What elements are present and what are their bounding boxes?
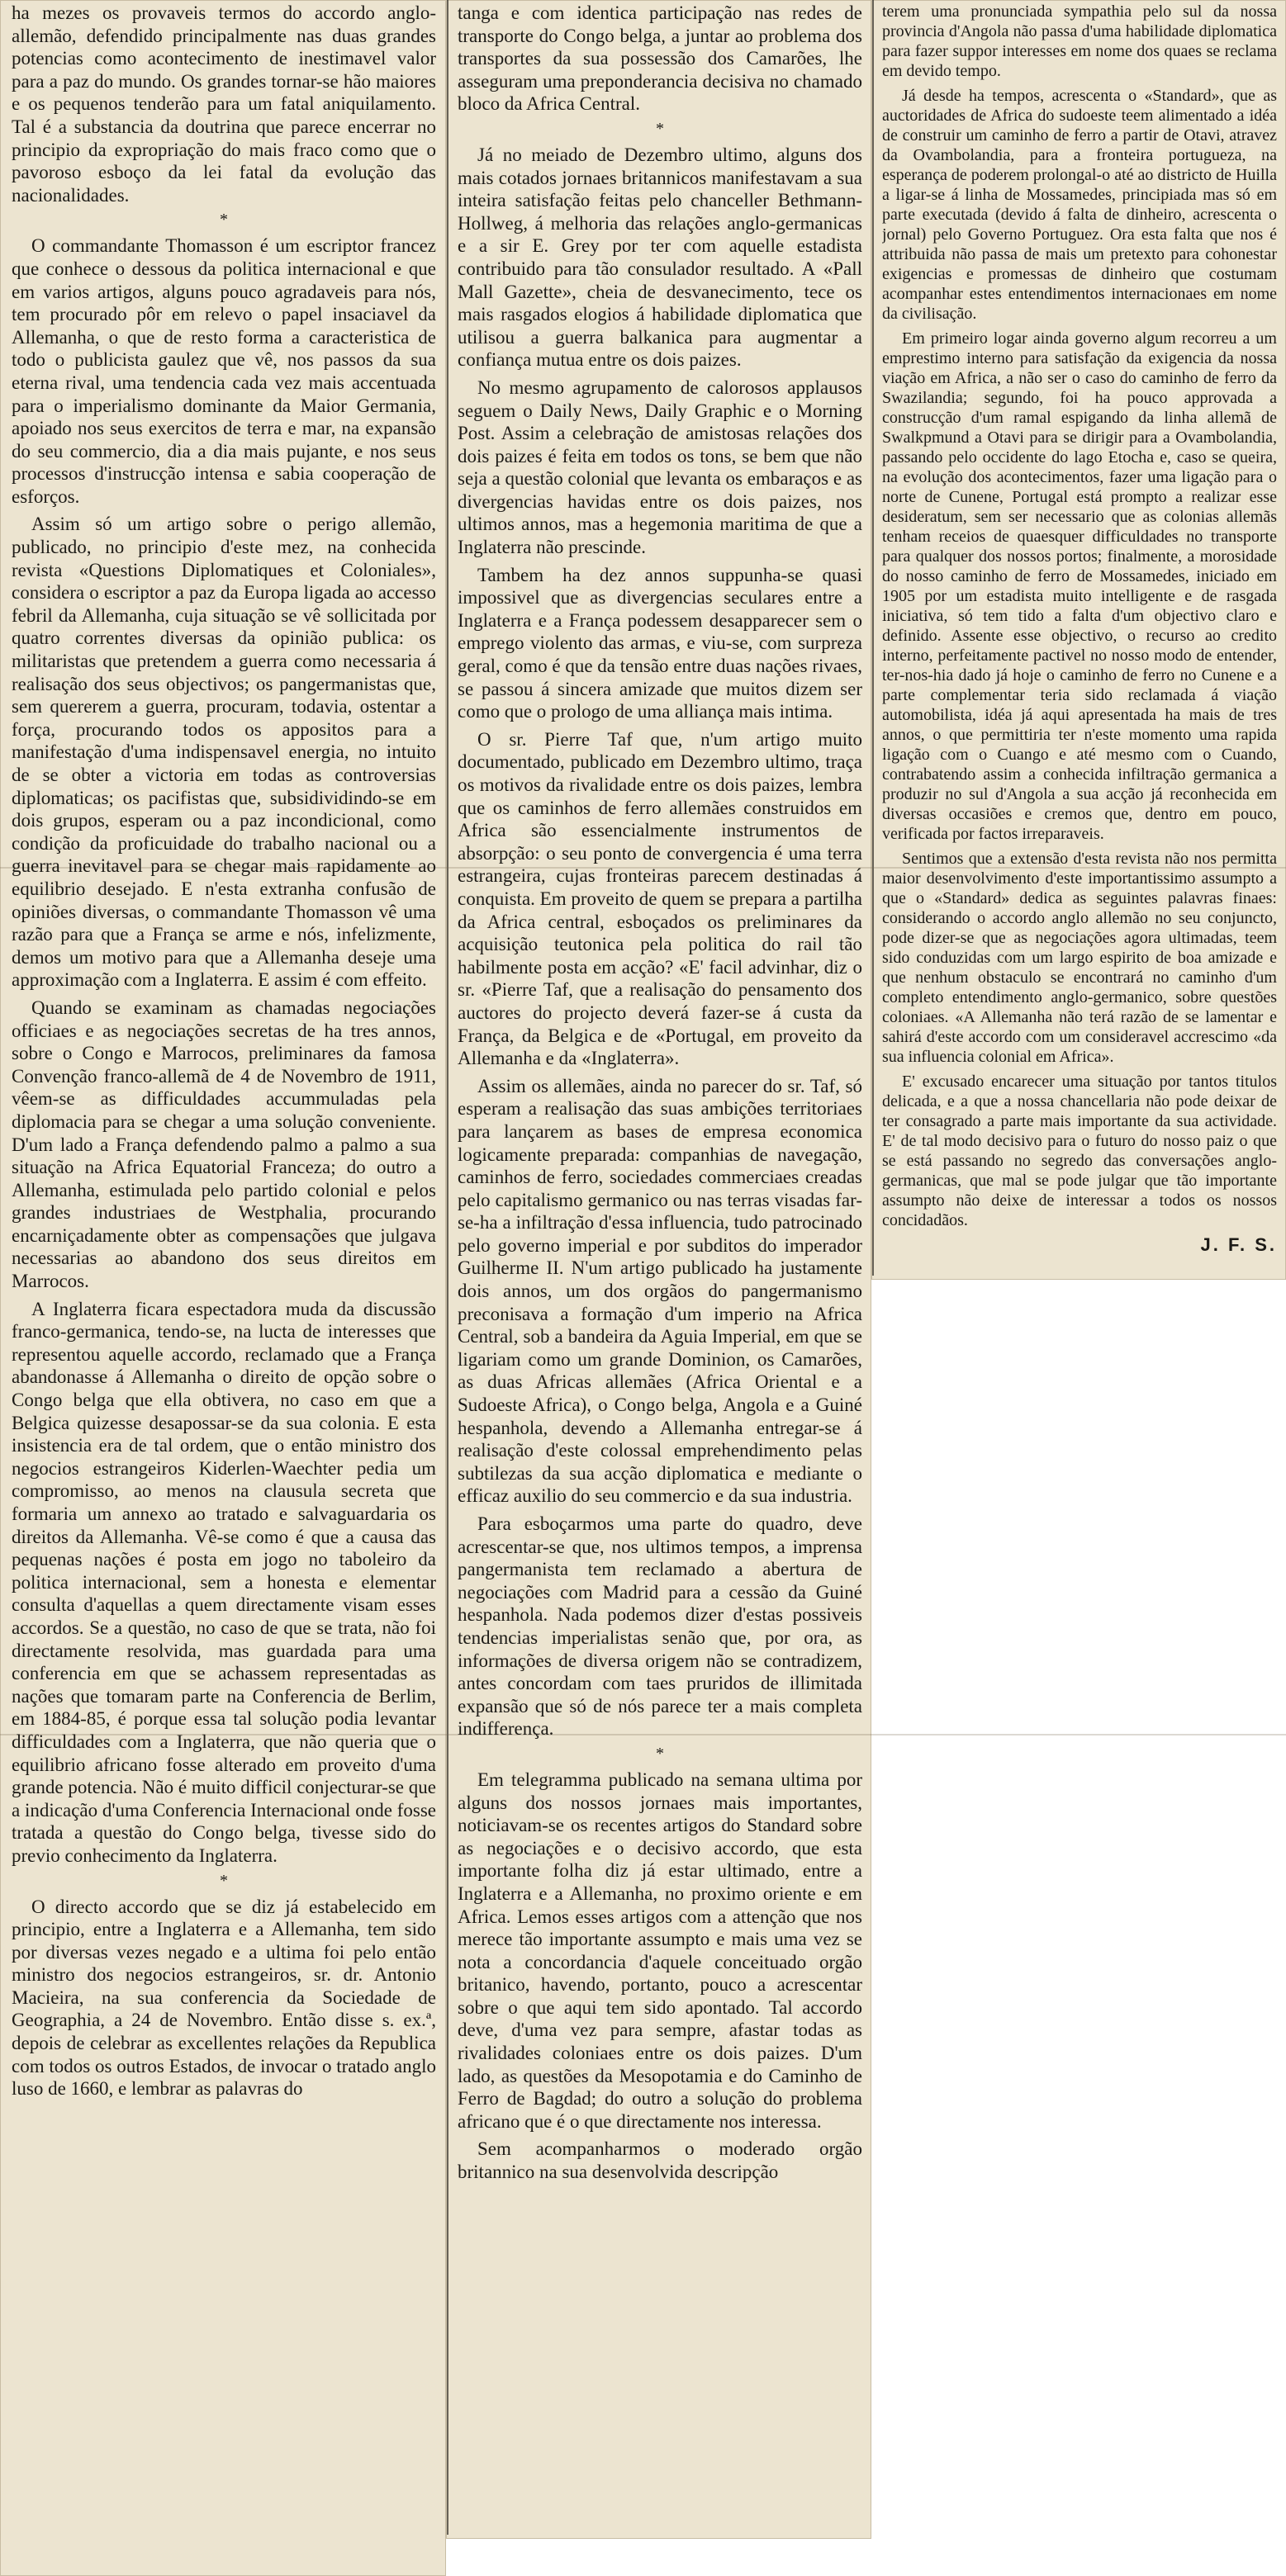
section-separator: *	[656, 119, 664, 138]
author-signature: J. F. S.	[1200, 1234, 1277, 1255]
article-paragraph: terem uma pronunciada sympathia pelo sul da nossa provincia d'Angola não passa d'uma habilidade diplomatica para fazer suppor interesses em nome dos quaes se reclama em devido tempo.	[882, 2, 1277, 80]
article-column-1	[12, 2, 436, 2569]
article-paragraph: Assim só um artigo sobre o perigo allemão, publicado, no principio d'este mez, na conhecida revista «Questions Diplomatiques et Coloniales», considera o escriptor a paz da Europa ligada ao accesso febril da Allemanha, cuja situação se vê sollicitada por quatro correntes diversas da opinião publica: os militaristas que pretendem a guerra como necessaria á realisação dos seus objectivos; os pangermanistas que, sem quererem a guerra, procuram, todavia, ostentar a força, procurando todos os appositos para a manifestação d'uma indispensavel energia, no intuito de se obter a victoria em todas as controversias diplomaticas; os pacifistas que, subsidividindo-se em dois grupos, esperam ou a paz incondicional, como condição da proficuidade do trabalho nacional ou a guerra inevitavel para se chegar mais rapidamente ao equilibrio desejado. E n'esta extranha confusão de opiniões diversas, o commandante Thomasson vê uma razão para que a França se arme e nós, infelizmente, demos um motivo para que a Allemanha deseje uma approximação com a Inglaterra. E assim é com effeito.	[12, 514, 436, 991]
article-paragraph: Para esboçarmos uma parte do quadro, deve acrescentar-se que, nos ultimos tempos, a imprensa pangermanista tem reclamado a abertura de negociações com Madrid para a cessão da Guiné hespanhola. Nada podemos dizer d'estas possiveis tendencias imperialistas senão que, por ora, as informações de diversa origem não se contradizem, antes concordam com taes pruridos de illimitada expansão que só de nós parece ter a mais completa indifferença.	[458, 1513, 862, 1740]
article-paragraph: O sr. Pierre Taf que, n'um artigo muito documentado, publicado em Dezembro ultimo, traça os motivos da rivalidade entre os dois paizes, lembra que os caminhos de ferro allemães construidos em Africa são essencialmente instrumentos de absorpção: o seu ponto de convergencia é uma terra estrangeira, cujas fronteiras parecem destinadas á conquista. Em proveito de quem se prepara a partilha da Africa central, esboçados os preliminares da acquisição teutonica pela politica do rail tão habilmente posta em acção? «E' facil advinhar, diz o sr. «Pierre Taf, que a realisação do pensamento dos auctores do projecto deverá fazer-se á custa da França, da Belgica e de «Portugal, em proveito da Allemanha e da «Inglaterra».	[458, 728, 862, 1069]
article-paragraph: ha mezes os provaveis termos do accordo anglo-allemão, defendido principalmente nas duas grandes potencias como acontecimento de inestimavel valor para a paz do mundo. Os grandes tornar-se hão maiores e os pequenos tenderão para um fatal aniquilamento. Tal é a substancia da doutrina que parece encerrar no principio da expropriação do mais fraco como que o pavoroso esboço da lei fatal da evolução das nacionalidades.	[12, 2, 436, 206]
article-paragraph: Já desde ha tempos, acrescenta o «Standard», que as auctoridades de Africa do sudoeste teem alimentado a idéa de construir um caminho de ferro a partir de Otavi, atravez da Ovambolandia, para a fronteira portugueza, na esperança de poderem prolongal-o até ao districto de Huilla a ligar-se á linha de Mossamedes, principiada mas só em parte executada (devido á falta de dinheiro, acrescenta o jornal) pelo Governo Portuguez. Ora esta falta que nos é attribuida não passa de mais um pretexto para cohonestar exigencias e promessas de dinheiro que costumam acompanhar estes entendimentos internacionaes em nome da civilisação.	[882, 87, 1277, 323]
article-paragraph: Sentimos que a extensão d'esta revista não nos permitta maior desenvolvimento d'este importantissimo assumpto a que o «Standard» dedica as seguintes palavras finaes: considerando o accordo anglo allemão no seu conjuncto, pode dizer-se que as negociações agora ultimadas, teem sido conduzidas com um largo espirito de boa amizade e que nenhum obstaculo se encontrará no caminho d'um completo entendimento anglo-germanico, sobre questões coloniaes. «A Allemanha não terá razão de se lamentar e sahirá d'este accordo com um consideravel accrescimo «da sua influencia colonial em Africa».	[882, 850, 1277, 1066]
section-separator: *	[220, 211, 228, 230]
article-paragraph: No mesmo agrupamento de calorosos applausos seguem o Daily News, Daily Graphic e o Morning Post. Assim a celebração de amistosas relações dos dois paizes é feita em todos os tons, se bem que não seja a questão colonial que levanta os embaraços e as divergencias havidas entre os dois paizes, nos ultimos annos, mas a hegemonia maritima de que a Inglaterra não prescinde.	[458, 376, 862, 558]
article-paragraph: Quando se examinam as chamadas negociações officiaes e as negociações secretas de ha tres annos, sobre o Congo e Marrocos, preliminares da famosa Convenção franco-allemã de 4 de Novembro de 1911, vêem-se as difficuldades accummuladas pela diplomacia para se chegar a uma solução conveniente. D'um lado a França defendendo palmo a palmo a sua situação na Africa Equatorial Franceza; do outro a Allemanha, estimulada pelo partido colonial e pelos grandes industriaes de Westphalia, procurando encarniçadamente obter as compensações que julgava necessarias ao abandono dos seus direitos em Marrocos.	[12, 997, 436, 1292]
article-column-3	[882, 2, 1277, 1273]
column-rule-2	[872, 0, 874, 1276]
column-rule-1	[447, 0, 448, 2535]
section-separator: *	[220, 1871, 228, 1890]
article-paragraph: Em primeiro logar ainda governo algum recorreu a um emprestimo interno para satisfação da exigencia da nossa viação em Africa, a não ser o caso do caminho de ferro da Swazilandia; segundo, foi ha pouco approvada a construcção d'um ramal espigando da linha allemã de Swalkpmund a Otavi para se dirigir para a Ovambolandia, passando pelo occidente do lago Etocha e, caso se queira, na evolução dos acontecimentos, fazer uma ligação para o norte de Cunene, Portugal está prompto a realizar esse desideratum, sem ser necessario que as colonias allemãs tenham receios de quaesquer difficuldades no transporte para qualquer dos nossos portos; finalmente, a morosidade do nosso caminho de ferro de Mossamedes, iniciado em 1905 por um estadista muito intelligente e de rasgada iniciativa, só tem tido a falta d'um objectivo claro e definido. Assente esse objectivo, o recurso ao credito interno, perfeitamente pactivel no nosso modo de entender, ter-nos-hia dado já hoje o caminho de ferro no Cunene e a parte complementar teria sido reclamada á viação automobilista, idéa já aqui apresentada ha mais de tres annos, o que permittiria ter n'este momento uma rapida ligação com o Cuango e até mesmo com o Cuando, contrabatendo assim a conhecida infiltração germanica a produzir no sul d'Angola a sua acção já reconhecida em diversas occasiões e cremos que, dentro em pouco, verificada por factos irreparaveis.	[882, 329, 1277, 843]
article-paragraph: E' excusado encarecer uma situação por tantos titulos delicada, e a que a nossa chancellaria não pode deixar de ter consagrado a parte mais importante da sua actividade. E' de tal modo decisivo para o futuro do nosso paiz o que se está passando no segredo das conversações anglo-germanicas, que mal se pode julgar que tão importante assumpto não deixe de interessar a todos os nossos concidadãos.	[882, 1073, 1277, 1229]
article-paragraph: Tambem ha dez annos suppunha-se quasi impossivel que as divergencias seculares entre a Inglaterra e a França podessem desapparecer sem o emprego violento das armas, e viu-se, com surpreza geral, como é que da tensão entre duas nações rivaes, se passou á sincera amizade que muitos dizem ser como que o prologo de uma alliança mais intima.	[458, 564, 862, 722]
article-paragraph: O commandante Thomasson é um escriptor francez que conhece o dessous da politica internacional e que em varios artigos, alguns pouco agradaveis para nós, tem procurado pôr em relevo o papel insaciavel da Allemanha, o que de resto forma a caracteristica de todo o publicista gaulez que vê, nos passos da sua eterna rival, uma tendencia cada vez mais accentuada para o imperialismo dominante da Maior Germania, apoiado nos seus exercitos de terra e mar, na expansão do seu commercio, dia a dia mais pujante, e nos seus processos d'instrucção intensa e sabia cooperação de esforços.	[12, 235, 436, 507]
article-paragraph: Sem acompanharmos o moderado orgão britannico na sua desenvolvida descripção	[458, 2138, 862, 2183]
article-paragraph: A Inglaterra ficara espectadora muda da discussão franco-germanica, tendo-se, na lucta de interesses que representou aquelle accordo, reclamado que a França abandonasse á Allemanha o direito de opção sobre o Congo belga que ella obtivera, no caso em que a Belgica quizesse desapossar-se da sua colonia. E esta insistencia era de tal ordem, que o então ministro dos negocios estrangeiros Kiderlen-Waechter pedia um compromisso, ao menos na clausula secreta que formaria um annexo ao tratado e salvaguardaria os direitos da Allemanha. Vê-se como é que a causa das pequenas nações é posta em jogo no taboleiro da politica internacional, sem a honesta e elementar consulta d'aquellas a quem directamente visam esses accordos. Se a questão, no caso de que se trata, não foi directamente resolvida, mas guardada para uma conferencia em que se achassem representadas as nações que tomaram parte na Conferencia de Berlim, em 1884-85, é porque essa tal solução podia levantar difficuldades com a Inglaterra, que não queria que o equilibrio africano fosse alterado em proveito d'uma grande potencia. Não é muito difficil conjecturar-se que a indicação d'uma Conferencia Internacional onde fosse tratada a questão do Congo belga, tivesse sido do previo conhecimento da Inglaterra.	[12, 1298, 436, 1866]
article-paragraph: O directo accordo que se diz já estabelecido em principio, entre a Inglaterra e a Allemanha, tem sido por diversas vezes negado e a ultima foi pelo então ministro dos negocios estrangeiros, sr. dr. Antonio Macieira, na sua conferencia da Sociedade de Geographia, a 24 de Novembro. Então disse s. ex.ª, depois de celebrar as excellentes relações da Republica com todos os outros Estados, de invocar o tratado anglo luso de 1660, e lembrar as palavras do	[12, 1896, 436, 2100]
article-column-2	[458, 2, 862, 2535]
article-paragraph: tanga e com identica participação nas redes de transporte do Congo belga, a juntar ao problema dos transportes da sua possessão dos Camarões, lhe asseguram uma preponderancia decisiva no chamado bloco da Africa Central.	[458, 2, 862, 115]
article-paragraph: Já no meiado de Dezembro ultimo, alguns dos mais cotados jornaes britannicos manifestavam a sua inteira satisfação feitas pelo chanceller Bethmann-Hollweg, á melhoria das relações anglo-germanicas e a sir E. Grey por ter com aquelle estadista contribuido para tão consulador resultado. A «Pall Mall Gazette», cheia de desvanecimento, tece os mais rasgados elogios á habilidade diplomatica que utilisou a guerra balkanica para augmentar a confiança mutua entre os dois paizes.	[458, 144, 862, 371]
section-separator: *	[656, 1744, 664, 1763]
article-paragraph: Assim os allemães, ainda no parecer do sr. Taf, só esperam a realisação das suas ambições territoriaes para lançarem as bases de empresa economica logicamente preparada: companhias de navegação, caminhos de ferro, sociedades commerciaes creadas pelo capitalismo germanico ou nas terras visadas far-se-ha a infiltração d'essa influencia, tudo patrocinado pelo governo imperial e por subditos do imperador Guilherme II. N'um artigo publicado ha justamente dois annos, um dos orgãos do pangermanismo preconisava a formação d'um imperio na Africa Central, sob a bandeira da Aguia Imperial, em que se ligariam como um grande Dominion, os Camarões, as duas Africas allemães (Africa Oriental e a Sudoeste Africa), o Congo belga, Angola e a Guiné hespanhola, devendo a Allemanha entregar-se á realisação d'este colossal emprehendimento pelas subtilezas da sua acção diplomatica e mediante o efficaz auxilio do seu commercio e da sua industria.	[458, 1075, 862, 1507]
article-paragraph: Em telegramma publicado na semana ultima por alguns dos nossos jornaes mais importantes, noticiavam-se os recentes artigos do Standard sobre as negociações e o decisivo accordo, que esta importante folha diz já estar ultimado, entre a Inglaterra e a Allemanha, no proximo oriente e em Africa. Lemos esses artigos com a attenção que nos merece tão importante assumpto e mais uma vez se nota a concordancia d'aquele conceituado orgão britanico, havendo, portanto, pouco a acrescentar sobre o que aqui tem sido apontado. Tal accordo deve, d'uma vez para sempre, afastar todas as rivalidades coloniaes entre os dois paizes. D'um lado, as questões da Mesopotamia e do Caminho de Ferro de Bagdad; do outro a solução do problema africano que é o que directamente nos interessa.	[458, 1769, 862, 2132]
